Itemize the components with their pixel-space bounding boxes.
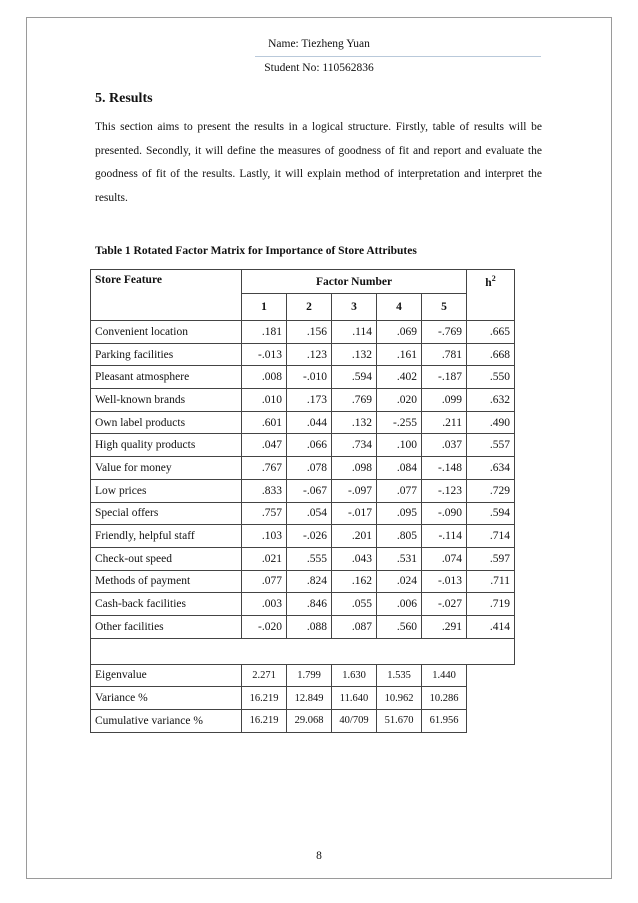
factor-loading-cell: -.013	[422, 570, 467, 593]
column-header-h2: $h^2$	[467, 270, 515, 321]
store-feature-cell: Special offers	[91, 502, 242, 525]
factor-loading-cell: .054	[287, 502, 332, 525]
communality-cell: .719	[467, 593, 515, 616]
factor-loading-cell: .008	[242, 366, 287, 389]
store-feature-cell: Other facilities	[91, 615, 242, 638]
stats-label-cell: Eigenvalue	[91, 664, 242, 687]
factor-loading-cell: .161	[377, 343, 422, 366]
communality-cell: .632	[467, 389, 515, 412]
factor-matrix-table	[90, 269, 515, 733]
stats-value-cell: 51.670	[377, 710, 422, 733]
communality-cell: .414	[467, 615, 515, 638]
communality-cell: .557	[467, 434, 515, 457]
factor-loading-cell: .087	[332, 615, 377, 638]
factor-loading-cell: .055	[332, 593, 377, 616]
store-feature-cell: Friendly, helpful staff	[91, 525, 242, 548]
factor-loading-cell: -.148	[422, 457, 467, 480]
factor-loading-cell: -.123	[422, 479, 467, 502]
factor-loading-cell: -.187	[422, 366, 467, 389]
factor-loading-cell: .291	[422, 615, 467, 638]
factor-loading-cell: .077	[377, 479, 422, 502]
communality-cell: .550	[467, 366, 515, 389]
factor-loading-cell: .560	[377, 615, 422, 638]
factor-loading-cell: .833	[242, 479, 287, 502]
table-row	[91, 479, 515, 502]
factor-loading-cell: .824	[287, 570, 332, 593]
stats-empty-cell	[467, 687, 515, 710]
stats-value-cell: 29.068	[287, 710, 332, 733]
store-feature-cell: Value for money	[91, 457, 242, 480]
communality-cell: .665	[467, 321, 515, 344]
communality-cell: .714	[467, 525, 515, 548]
stats-value-cell: 10.962	[377, 687, 422, 710]
factor-loading-cell: .069	[377, 321, 422, 344]
factor-loading-cell: -.090	[422, 502, 467, 525]
factor-loading-cell: .132	[332, 411, 377, 434]
factor-loading-cell: -.027	[422, 593, 467, 616]
communality-cell: .597	[467, 547, 515, 570]
stats-value-cell: 16.219	[242, 710, 287, 733]
column-header-factor-number: Factor Number	[242, 270, 467, 294]
store-feature-cell: Methods of payment	[91, 570, 242, 593]
stats-value-cell: 61.956	[422, 710, 467, 733]
factor-label: 5	[422, 294, 467, 321]
communality-cell: .634	[467, 457, 515, 480]
factor-loading-cell: .024	[377, 570, 422, 593]
factor-loading-cell: .078	[287, 457, 332, 480]
factor-loading-cell: -.013	[242, 343, 287, 366]
stats-label-cell: Variance %	[91, 687, 242, 710]
factor-loading-cell: -.020	[242, 615, 287, 638]
stats-value-cell: 2.271	[242, 664, 287, 687]
factor-loading-cell: .084	[377, 457, 422, 480]
factor-loading-cell: .021	[242, 547, 287, 570]
communality-cell: .668	[467, 343, 515, 366]
factor-loading-cell: .769	[332, 389, 377, 412]
page-number: 8	[316, 850, 322, 862]
table-row	[91, 434, 515, 457]
factor-loading-cell: .201	[332, 525, 377, 548]
stats-value-cell: 12.849	[287, 687, 332, 710]
factor-loading-cell: -.097	[332, 479, 377, 502]
factor-loading-cell: .555	[287, 547, 332, 570]
stats-value-cell: 11.640	[332, 687, 377, 710]
factor-loading-cell: .010	[242, 389, 287, 412]
table-row	[91, 457, 515, 480]
factor-label: 3	[332, 294, 377, 321]
factor-loading-cell: .734	[332, 434, 377, 457]
table-row	[91, 502, 515, 525]
communality-cell: .594	[467, 502, 515, 525]
factor-loading-cell: .066	[287, 434, 332, 457]
stats-row	[91, 710, 515, 733]
stats-value-cell: 40/709	[332, 710, 377, 733]
factor-loading-cell: .074	[422, 547, 467, 570]
factor-loading-cell: -.067	[287, 479, 332, 502]
stats-empty-cell	[467, 710, 515, 733]
store-feature-cell: Pleasant atmosphere	[91, 366, 242, 389]
factor-loading-cell: -.255	[377, 411, 422, 434]
stats-value-cell: 16.219	[242, 687, 287, 710]
factor-loading-cell: .077	[242, 570, 287, 593]
store-feature-cell: Own label products	[91, 411, 242, 434]
factor-label: 2	[287, 294, 332, 321]
factor-loading-cell: .044	[287, 411, 332, 434]
communality-cell: .490	[467, 411, 515, 434]
store-feature-cell: Convenient location	[91, 321, 242, 344]
stats-row	[91, 664, 515, 687]
table-row	[91, 321, 515, 344]
factor-loading-cell: .123	[287, 343, 332, 366]
store-feature-cell: Cash-back facilities	[91, 593, 242, 616]
factor-loading-cell: .100	[377, 434, 422, 457]
table-row	[91, 525, 515, 548]
factor-loading-cell: .846	[287, 593, 332, 616]
table-row	[91, 570, 515, 593]
table-spacer-row	[91, 638, 515, 664]
factor-loading-cell: .003	[242, 593, 287, 616]
factor-loading-cell: -.026	[287, 525, 332, 548]
stats-value-cell: 1.630	[332, 664, 377, 687]
table-row	[91, 547, 515, 570]
factor-loading-cell: .181	[242, 321, 287, 344]
factor-loading-cell: .037	[422, 434, 467, 457]
factor-loading-cell: .088	[287, 615, 332, 638]
section-title: 5. Results	[95, 91, 153, 106]
store-feature-cell: Check-out speed	[91, 547, 242, 570]
column-header-store-feature: Store Feature	[91, 270, 242, 321]
stats-empty-cell	[467, 664, 515, 687]
factor-loading-cell: .402	[377, 366, 422, 389]
store-feature-cell: Parking facilities	[91, 343, 242, 366]
section-paragraph: This section aims to present the results in a logical structure. Firstly, table of results will be presented. Secondly, it will define the measures of goodness of fit and report and evaluate the goodness of fit of the results. Lastly, it will explain method of interpretation and interpret the results.	[95, 121, 542, 204]
store-feature-cell: High quality products	[91, 434, 242, 457]
stats-row	[91, 687, 515, 710]
stats-value-cell: 10.286	[422, 687, 467, 710]
factor-loading-cell: .781	[422, 343, 467, 366]
factor-label: 4	[377, 294, 422, 321]
factor-loading-cell: .047	[242, 434, 287, 457]
table-header-row	[91, 270, 515, 294]
factor-loading-cell: .173	[287, 389, 332, 412]
factor-loading-cell: .594	[332, 366, 377, 389]
factor-loading-cell: .162	[332, 570, 377, 593]
factor-loading-cell: .103	[242, 525, 287, 548]
factor-loading-cell: .098	[332, 457, 377, 480]
header-name: Name: Tiezheng Yuan	[268, 38, 370, 50]
factor-loading-cell: .043	[332, 547, 377, 570]
factor-loading-cell: .095	[377, 502, 422, 525]
factor-loading-cell: .767	[242, 457, 287, 480]
factor-loading-cell: .156	[287, 321, 332, 344]
stats-value-cell: 1.440	[422, 664, 467, 687]
factor-loading-cell: -.017	[332, 502, 377, 525]
factor-loading-cell: .132	[332, 343, 377, 366]
stats-label-cell: Cumulative variance %	[91, 710, 242, 733]
factor-loading-cell: .114	[332, 321, 377, 344]
factor-loading-cell: .805	[377, 525, 422, 548]
communality-cell: .711	[467, 570, 515, 593]
factor-label: 1	[242, 294, 287, 321]
table-row	[91, 411, 515, 434]
table-row	[91, 593, 515, 616]
table-row	[91, 366, 515, 389]
factor-loading-cell: -.769	[422, 321, 467, 344]
factor-loading-cell: .757	[242, 502, 287, 525]
table-row	[91, 389, 515, 412]
spacer-cell	[91, 638, 515, 664]
factor-loading-cell: -.010	[287, 366, 332, 389]
header-divider	[255, 56, 541, 57]
store-feature-cell: Well-known brands	[91, 389, 242, 412]
factor-loading-cell: -.114	[422, 525, 467, 548]
factor-loading-cell: .531	[377, 547, 422, 570]
stats-value-cell: 1.799	[287, 664, 332, 687]
factor-loading-cell: .006	[377, 593, 422, 616]
table-row	[91, 343, 515, 366]
header-student-number: Student No: 110562836	[264, 62, 374, 74]
communality-cell: .729	[467, 479, 515, 502]
table-row	[91, 615, 515, 638]
store-feature-cell: Low prices	[91, 479, 242, 502]
table-caption: Table 1 Rotated Factor Matrix for Importance of Store Attributes	[95, 245, 417, 257]
factor-loading-cell: .099	[422, 389, 467, 412]
factor-loading-cell: .601	[242, 411, 287, 434]
factor-loading-cell: .020	[377, 389, 422, 412]
stats-value-cell: 1.535	[377, 664, 422, 687]
factor-loading-cell: .211	[422, 411, 467, 434]
